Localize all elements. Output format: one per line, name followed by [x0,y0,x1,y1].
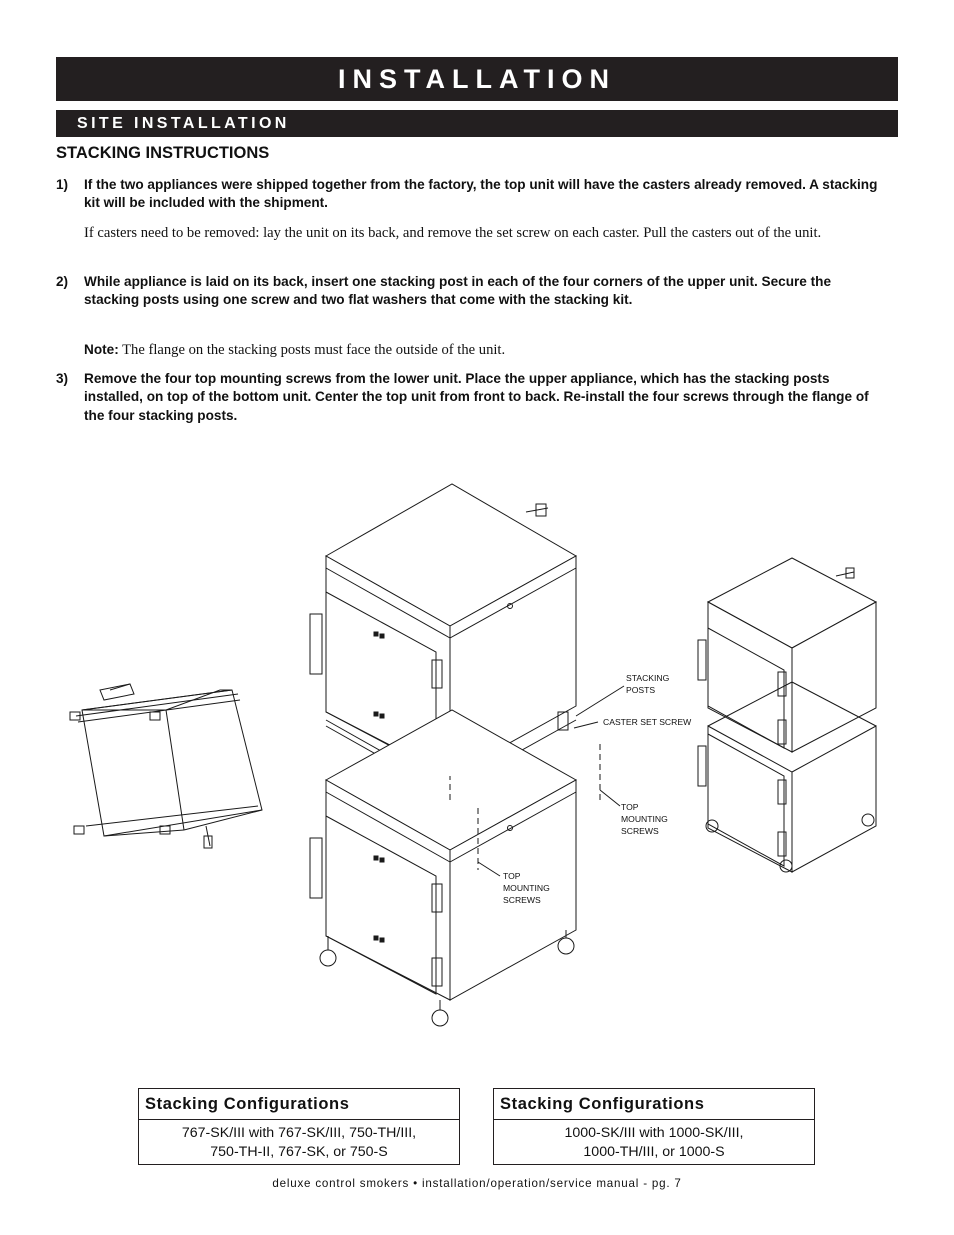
page-footer [0,1177,954,1190]
callout-caster-set-screw: CASTER SET SCREW [603,717,692,727]
step-2 [56,273,886,310]
stacking-illustration [0,450,954,1080]
step-2-note [84,340,874,361]
callout-top-mounting-screws: MOUNTING [503,883,550,893]
instructions-heading: STACKING INSTRUCTIONS [56,144,270,162]
config-line: 1000-TH/III, or 1000-S [583,1143,725,1160]
config-title: Stacking Configurations [494,1089,814,1120]
callout-stacking-posts: STACKING [626,673,670,683]
lower-unit-drawing [310,710,576,1026]
subsection-title: SITE INSTALLATION [77,115,290,132]
config-title: Stacking Configurations [139,1089,459,1120]
step-text: While appliance is laid on its back, insert one stacking post in each of the four corners of the upper unit. Secure the stacking posts using one screw and two flat washers that come with the stacking kit. [84,274,832,308]
step-3 [56,370,886,425]
callout-top-mounting-screws: SCREWS [503,895,541,905]
config-line: 1000-SK/III with 1000-SK/III, [564,1125,744,1141]
stacking-config-box [493,1088,815,1165]
tilted-unit-drawing [70,684,262,848]
note-label: Note: [84,342,119,357]
step-1-detail: If casters need to be removed: lay the unit on its back, and remove the set screw on each caster. Pull the casters out of the unit. [84,225,822,241]
step-number: 1) [56,177,69,192]
section-banner [56,57,898,101]
step-number: 3) [56,371,69,386]
stacked-units-drawing [698,558,876,872]
footer-text: deluxe control smokers • installation/operation/service manual - pg. 7 [272,1177,682,1190]
note-text: The flange on the stacking posts must face the outside of the unit. [122,342,506,358]
step-number: 2) [56,274,69,289]
subsection-banner [56,110,898,137]
step-text: If the two appliances were shipped together from the factory, the top unit will have the casters already removed. A stacking kit will be included with the shipment. [84,177,878,211]
callout-stacking-posts: POSTS [626,685,656,695]
callout-top-mounting-screws: TOP [621,802,639,812]
callout-top-mounting-screws: TOP [503,871,521,881]
callout-top-mounting-screws: MOUNTING [621,814,668,824]
page-title: INSTALLATION [338,64,616,94]
step-1 [56,176,886,213]
callout-top-mounting-screws: SCREWS [621,826,659,836]
stacking-config-box [138,1088,460,1165]
config-body [494,1120,814,1161]
config-body [139,1120,459,1161]
step-text: Remove the four top mounting screws from the lower unit. Place the upper appliance, which has the stacking posts installed, on top of the bottom unit. Center the top unit from front to back. Re-install the four screws through the flange of the four stacking posts. [84,371,869,423]
config-line: 750-TH-II, 767-SK, or 750-S [210,1143,388,1160]
config-line: 767-SK/III with 767-SK/III, 750-TH/III, [181,1125,417,1141]
